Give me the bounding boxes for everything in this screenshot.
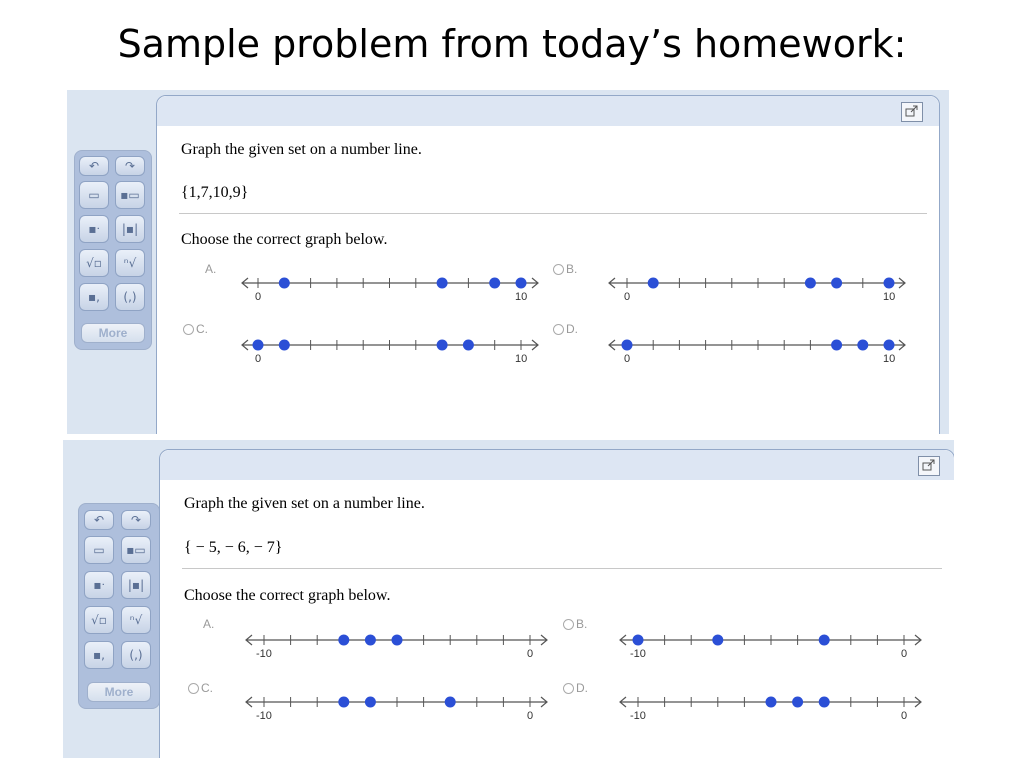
tick-label-max: 10 bbox=[515, 291, 528, 303]
expand-icon[interactable] bbox=[901, 102, 923, 122]
question-prompt: Choose the correct graph below. bbox=[184, 587, 391, 604]
data-point bbox=[884, 340, 895, 351]
square-root-button[interactable]: √▫ bbox=[84, 606, 114, 634]
data-point bbox=[392, 635, 403, 646]
tick-label-min: -10 bbox=[630, 648, 646, 660]
option-a-radio[interactable] bbox=[205, 262, 216, 276]
undo-button[interactable]: ↶ bbox=[79, 156, 109, 176]
absolute-value-button[interactable]: |▪| bbox=[121, 571, 151, 599]
nth-root-button[interactable]: ⁿ√ bbox=[115, 249, 145, 277]
data-point bbox=[365, 635, 376, 646]
data-point bbox=[792, 697, 803, 708]
data-point bbox=[712, 635, 723, 646]
question-instruction: Graph the given set on a number line. bbox=[184, 495, 425, 512]
tick-label-min: 0 bbox=[255, 291, 262, 303]
data-point bbox=[766, 697, 777, 708]
data-point bbox=[805, 278, 816, 289]
radio-circle[interactable] bbox=[563, 683, 574, 694]
content-header bbox=[160, 450, 954, 480]
data-point bbox=[648, 278, 659, 289]
mixed-number-button[interactable]: ▪▭ bbox=[115, 181, 145, 209]
tick-label-min: -10 bbox=[630, 710, 646, 722]
homework-panel-1 bbox=[67, 90, 949, 434]
question-divider bbox=[179, 213, 927, 214]
radio-circle[interactable] bbox=[553, 264, 564, 275]
option-label: A. bbox=[205, 262, 217, 276]
tick-label-min: 0 bbox=[255, 353, 262, 365]
data-point bbox=[437, 340, 448, 351]
option-label: D. bbox=[566, 322, 578, 336]
data-point bbox=[831, 278, 842, 289]
absolute-value-button[interactable]: |▪| bbox=[115, 215, 145, 243]
option-label: D. bbox=[576, 681, 588, 695]
option-c-radio[interactable] bbox=[188, 681, 213, 695]
number-line bbox=[240, 273, 540, 293]
undo-button[interactable]: ↶ bbox=[84, 510, 114, 530]
data-point bbox=[445, 697, 456, 708]
data-point bbox=[253, 340, 264, 351]
exponent-button[interactable]: ▪ᐧ bbox=[84, 571, 114, 599]
data-point bbox=[857, 340, 868, 351]
question-content-1 bbox=[156, 95, 940, 434]
math-toolbar bbox=[74, 150, 152, 350]
data-point bbox=[819, 635, 830, 646]
data-point bbox=[831, 340, 842, 351]
expand-icon-glyph bbox=[919, 457, 939, 475]
data-point bbox=[463, 340, 474, 351]
data-point bbox=[279, 340, 290, 351]
number-line bbox=[607, 273, 907, 293]
subscript-button[interactable]: ▪, bbox=[79, 283, 109, 311]
option-label: C. bbox=[196, 322, 208, 336]
expand-icon[interactable] bbox=[918, 456, 940, 476]
data-point bbox=[633, 635, 644, 646]
option-b-radio[interactable] bbox=[563, 617, 587, 631]
data-point bbox=[338, 697, 349, 708]
option-label: C. bbox=[201, 681, 213, 695]
data-point bbox=[622, 340, 633, 351]
tick-label-max: 0 bbox=[901, 710, 908, 722]
tick-label-max: 10 bbox=[883, 291, 896, 303]
data-point bbox=[489, 278, 500, 289]
number-line bbox=[618, 692, 923, 712]
expand-icon-glyph bbox=[902, 103, 922, 121]
fraction-button[interactable]: ▭ bbox=[84, 536, 114, 564]
number-line bbox=[244, 692, 549, 712]
data-point bbox=[365, 697, 376, 708]
number-line bbox=[618, 630, 923, 650]
option-label: B. bbox=[576, 617, 588, 631]
ordered-pair-button[interactable]: (,) bbox=[115, 283, 145, 311]
subscript-button[interactable]: ▪, bbox=[84, 641, 114, 669]
ordered-pair-button[interactable]: (,) bbox=[121, 641, 151, 669]
question-prompt: Choose the correct graph below. bbox=[181, 231, 388, 248]
radio-circle[interactable] bbox=[563, 619, 574, 630]
tick-label-min: 0 bbox=[624, 353, 631, 365]
option-label: A. bbox=[203, 617, 215, 631]
option-d-radio[interactable] bbox=[563, 681, 588, 695]
tick-label-max: 10 bbox=[883, 353, 896, 365]
redo-button[interactable]: ↷ bbox=[121, 510, 151, 530]
question-instruction: Graph the given set on a number line. bbox=[181, 141, 422, 158]
option-a-radio[interactable] bbox=[203, 617, 214, 631]
number-line bbox=[240, 335, 540, 355]
data-point bbox=[279, 278, 290, 289]
redo-button[interactable]: ↷ bbox=[115, 156, 145, 176]
data-point bbox=[437, 278, 448, 289]
data-point bbox=[338, 635, 349, 646]
more-button[interactable]: More bbox=[81, 323, 145, 343]
tick-label-min: -10 bbox=[256, 648, 272, 660]
option-c-radio[interactable] bbox=[183, 322, 208, 336]
question-set: { − 5, − 6, − 7} bbox=[184, 539, 283, 556]
option-label: B. bbox=[566, 262, 578, 276]
square-root-button[interactable]: √▫ bbox=[79, 249, 109, 277]
option-b-radio[interactable] bbox=[553, 262, 577, 276]
data-point bbox=[516, 278, 527, 289]
more-button[interactable]: More bbox=[87, 682, 151, 702]
exponent-button[interactable]: ▪ᐧ bbox=[79, 215, 109, 243]
data-point bbox=[819, 697, 830, 708]
radio-circle[interactable] bbox=[553, 324, 564, 335]
nth-root-button[interactable]: ⁿ√ bbox=[121, 606, 151, 634]
tick-label-min: -10 bbox=[256, 710, 272, 722]
mixed-number-button[interactable]: ▪▭ bbox=[121, 536, 151, 564]
fraction-button[interactable]: ▭ bbox=[79, 181, 109, 209]
radio-circle[interactable] bbox=[183, 324, 194, 335]
radio-circle[interactable] bbox=[188, 683, 199, 694]
tick-label-max: 0 bbox=[527, 710, 534, 722]
number-line bbox=[607, 335, 907, 355]
tick-label-max: 0 bbox=[527, 648, 534, 660]
question-set: {1,7,10,9} bbox=[181, 184, 249, 201]
data-point bbox=[884, 278, 895, 289]
option-d-radio[interactable] bbox=[553, 322, 578, 336]
tick-label-max: 0 bbox=[901, 648, 908, 660]
tick-label-max: 10 bbox=[515, 353, 528, 365]
question-divider bbox=[182, 568, 942, 569]
number-line bbox=[244, 630, 549, 650]
tick-label-min: 0 bbox=[624, 291, 631, 303]
math-toolbar bbox=[78, 503, 160, 709]
content-header bbox=[157, 96, 939, 126]
slide-title: Sample problem from today’s homework: bbox=[117, 22, 907, 66]
